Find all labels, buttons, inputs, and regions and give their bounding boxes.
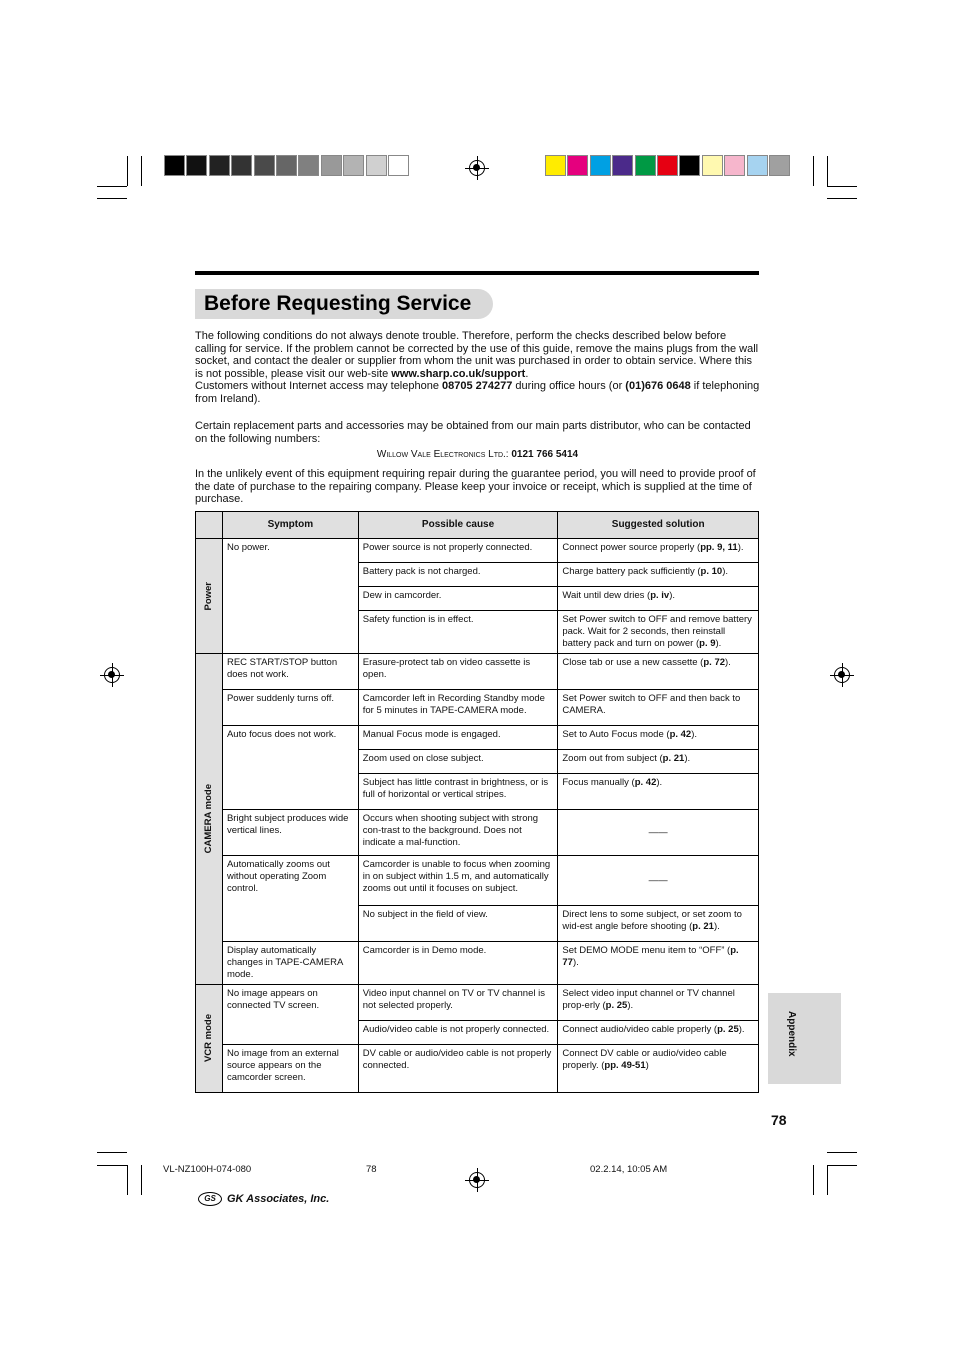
table-row [196, 726, 759, 750]
header-solution: Suggested solution [558, 512, 759, 539]
solution-cell: Set Power switch to OFF and then back to CAMERA. [558, 690, 759, 726]
calibration-swatch [276, 155, 297, 176]
cause-cell: Audio/video cable is not properly connected. [358, 1021, 558, 1045]
page-reference: p. 42 [634, 777, 657, 788]
page-reference: p. 21 [692, 921, 714, 932]
calibration-swatch [590, 155, 611, 176]
solution-cell: Connect audio/video cable properly (p. 25). [558, 1021, 759, 1045]
cause-cell: Video input channel on TV or TV channel is not selected properly. [358, 985, 558, 1021]
page-reference: p. 21 [662, 753, 685, 764]
color-calibration-bar [545, 155, 791, 176]
solution-cell: Focus manually (p. 42). [558, 774, 759, 810]
registration-mark-icon [104, 667, 120, 683]
calibration-swatch [635, 155, 656, 176]
distributor-phone: 0121 766 5414 [511, 449, 579, 460]
page-reference: pp. 9, 11 [700, 542, 738, 553]
table-row [196, 942, 759, 985]
heading-rule [195, 271, 759, 275]
cause-cell: DV cable or audio/video cable is not properly connected. [358, 1045, 558, 1093]
company-logo [198, 1192, 329, 1206]
page-reference: p. 77 [562, 945, 739, 968]
table-row [196, 810, 759, 856]
solution-cell: Charge battery pack sufficiently (p. 10). [558, 563, 759, 587]
table-row [196, 690, 759, 726]
calibration-swatch [679, 155, 700, 176]
table-row [196, 1045, 759, 1093]
crop-mark [127, 156, 128, 186]
crop-mark [827, 1165, 857, 1166]
symptom-cell: Automatically zooms out without operating Zoom control. [222, 856, 358, 942]
crop-mark [813, 156, 814, 186]
crop-mark [97, 1165, 127, 1166]
calibration-swatch [254, 155, 275, 176]
crop-mark [97, 1152, 127, 1153]
cause-cell: Zoom used on close subject. [358, 750, 558, 774]
crop-mark [141, 1165, 142, 1195]
symptom-cell: No image appears on connected TV screen. [222, 985, 358, 1045]
cause-cell: Safety function is in effect. [358, 611, 558, 654]
category-label: VCR mode [202, 1014, 214, 1063]
troubleshooting-table [195, 511, 759, 1093]
cause-cell: No subject in the field of view. [358, 906, 558, 942]
cause-cell: Camcorder is in Demo mode. [358, 942, 558, 985]
gray-calibration-bar [164, 155, 410, 176]
symptom-cell: Auto focus does not work. [222, 726, 358, 810]
page-reference: p. 10 [700, 566, 723, 577]
calibration-swatch [209, 155, 230, 176]
cause-cell: Camcorder left in Recording Standby mode for 5 minutes in TAPE-CAMERA mode. [358, 690, 558, 726]
symptom-cell: REC START/STOP button does not work. [222, 654, 358, 690]
crop-mark [141, 156, 142, 186]
cause-cell: Manual Focus mode is engaged. [358, 726, 558, 750]
cause-cell: Camcorder is unable to focus when zooming in on subject within 1.5 m, and automatically zooms out until it focuses on subject. [358, 856, 558, 906]
cause-cell: Erasure-protect tab on video cassette is open. [358, 654, 558, 690]
category-label: CAMERA mode [202, 784, 214, 854]
category-label: Power [202, 581, 214, 611]
intro-punct: . [525, 367, 529, 380]
page-reference: p. 25 [717, 1024, 739, 1035]
appendix-tab [768, 993, 841, 1084]
cause-cell: Dew in camcorder. [358, 587, 558, 611]
category-cell [196, 985, 223, 1093]
page-reference: pp. 49-51 [604, 1060, 646, 1071]
page-reference: p. 72 [703, 657, 726, 668]
table-header-row [196, 512, 759, 539]
symptom-cell: Bright subject produces wide vertical lines. [222, 810, 358, 856]
parts-text [195, 420, 760, 445]
registration-mark-icon [834, 667, 850, 683]
calibration-swatch [567, 155, 588, 176]
table-row [196, 654, 759, 690]
calibration-swatch [612, 155, 633, 176]
header-cause: Possible cause [358, 512, 558, 539]
guarantee-text [195, 468, 760, 506]
calibration-swatch [769, 155, 790, 176]
intro-text [195, 330, 760, 406]
cause-cell: Occurs when shooting subject with strong con-trast to the background. Does not indicate a mal-function. [358, 810, 558, 856]
table-row [196, 985, 759, 1021]
solution-cell: Set Power switch to OFF and remove battery pack. Wait for 2 seconds, then reinstall battery pack and turn on power (p. 9). [558, 611, 759, 654]
phone-number: 08705 274277 [442, 380, 513, 393]
cause-cell: Power source is not properly connected. [358, 539, 558, 563]
crop-mark [127, 1165, 128, 1195]
crop-mark [827, 156, 828, 186]
intro-paragraph: Customers without Internet access may telephone [195, 380, 443, 393]
solution-cell: Connect DV cable or audio/video cable properly. (pp. 49-51) [558, 1045, 759, 1093]
footer-code: VL-NZ100H-074-080 [163, 1164, 252, 1175]
company-name: GK Associates, Inc. [227, 1193, 330, 1205]
cause-cell: Subject has little contrast in brightness, or is full of horizontal or vertical stripes. [358, 774, 558, 810]
calibration-swatch [186, 155, 207, 176]
page-reference: p. 9 [699, 638, 716, 649]
table-row [196, 856, 759, 906]
solution-cell: —— [558, 856, 759, 906]
appendix-label: Appendix [786, 1011, 797, 1057]
symptom-cell: Display automatically changes in TAPE-CAMERA mode. [222, 942, 358, 985]
intro-paragraph: if telephoning from Ireland). [195, 380, 760, 405]
calibration-swatch [388, 155, 409, 176]
registration-mark-icon [469, 1172, 485, 1188]
distributor-name: Willow Vale Electronics Ltd.: [376, 449, 509, 460]
symptom-cell: No image from an external source appears on the camcorder screen. [222, 1045, 358, 1093]
intro-paragraph: The following conditions do not always denote trouble. Therefore, perform the checks described below before calling for service. If the problem cannot be corrected by the use of this guide, remove the mains plugs from the wall socket, and contact the dealer or supplier from whom the unit was purchased in order to obtain service. Where this is not possible, please visit our web-site [195, 330, 759, 380]
logo-mark-icon: GS [198, 1192, 222, 1206]
calibration-swatch [164, 155, 185, 176]
crop-mark [827, 1152, 857, 1153]
symptom-cell: No power. [222, 539, 358, 654]
solution-cell: Zoom out from subject (p. 21). [558, 750, 759, 774]
distributor-line [195, 449, 760, 462]
crop-mark [97, 186, 127, 187]
solution-cell: Direct lens to some subject, or set zoom to wid-est angle before shooting (p. 21). [558, 906, 759, 942]
footer-datetime: 02.2.14, 10:05 AM [590, 1164, 668, 1175]
page-reference: p. 42 [669, 729, 692, 740]
symptom-cell: Power suddenly turns off. [222, 690, 358, 726]
calibration-swatch [298, 155, 319, 176]
calibration-swatch [321, 155, 342, 176]
crop-mark [827, 1165, 828, 1195]
header-symptom: Symptom [222, 512, 358, 539]
phone-number-ireland: (01)676 0648 [625, 380, 691, 393]
calibration-swatch [657, 155, 678, 176]
cause-cell: Battery pack is not charged. [358, 563, 558, 587]
solution-cell: Wait until dew dries (p. iv). [558, 587, 759, 611]
page-title: Before Requesting Service [195, 289, 493, 319]
parts-paragraph: Certain replacement parts and accessories may be obtained from our main parts distributor, who can be contacted on the following numbers: [195, 420, 751, 445]
footer-page: 78 [366, 1164, 377, 1175]
table-corner [196, 512, 223, 539]
table-row [196, 539, 759, 563]
calibration-swatch [702, 155, 723, 176]
page-reference: p. 25 [605, 1000, 628, 1011]
calibration-swatch [724, 155, 745, 176]
calibration-swatch [343, 155, 364, 176]
calibration-swatch [747, 155, 768, 176]
solution-cell: Connect power source properly (pp. 9, 11). [558, 539, 759, 563]
solution-cell: —— [558, 810, 759, 856]
category-cell [196, 539, 223, 654]
calibration-swatch [231, 155, 252, 176]
page-reference: p. iv [650, 590, 670, 601]
crop-mark [813, 1165, 814, 1195]
calibration-swatch [545, 155, 566, 176]
intro-paragraph: during office hours (or [512, 380, 626, 393]
solution-cell: Close tab or use a new cassette (p. 72). [558, 654, 759, 690]
guarantee-paragraph: In the unlikely event of this equipment requiring repair during the guarantee period, you will need to provide proof of the date of purchase to the repairing company. Please keep your invoice or receipt, which is supplied at the time of purchase. [195, 468, 756, 506]
solution-cell: Set to Auto Focus mode (p. 42). [558, 726, 759, 750]
crop-mark [97, 198, 127, 199]
crop-mark [827, 186, 857, 187]
category-cell [196, 654, 223, 985]
calibration-swatch [366, 155, 387, 176]
registration-mark-icon [469, 160, 485, 176]
solution-cell: Set DEMO MODE menu item to “OFF” (p. 77). [558, 942, 759, 985]
crop-mark [827, 198, 857, 199]
solution-cell: Select video input channel or TV channel prop-erly (p. 25). [558, 985, 759, 1021]
support-website: www.sharp.co.uk/support [391, 367, 526, 380]
page-number: 78 [771, 1112, 787, 1128]
